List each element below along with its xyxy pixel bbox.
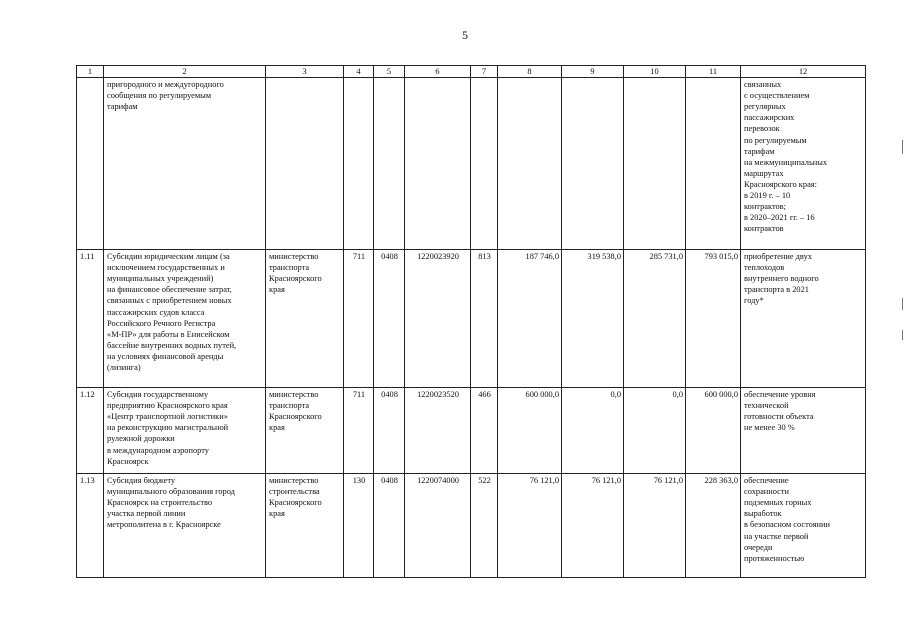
executor-line: транспорта: [269, 401, 310, 411]
activity-name-line: муниципальных учреждений): [107, 274, 214, 284]
scan-mark: [902, 140, 903, 154]
activity-name: [104, 250, 266, 388]
column-header: 8: [498, 66, 562, 78]
activity-name-line: метрополитена в г. Красноярске: [107, 520, 221, 530]
activity-name-line: пассажирских судов класса: [107, 307, 205, 317]
row-number: 1.11: [77, 250, 104, 388]
executor-line: Красноярского: [269, 412, 322, 422]
expected-result-line: приобретение двух: [744, 252, 812, 262]
activity-name-line: рулежной дорожки: [107, 434, 175, 444]
column-header: 12: [741, 66, 866, 78]
activity-name-line: в международном аэропорту: [107, 445, 209, 455]
expected-result-line: перевозок: [744, 124, 780, 134]
activity-name-line: на реконструкцию магистральной: [107, 423, 229, 433]
cell-vr: 522: [471, 474, 498, 578]
executor-line: Красноярского: [269, 274, 322, 284]
cell-grbs: 711: [344, 388, 374, 474]
activity-name-line: сообщения по регулируемым: [107, 91, 212, 101]
column-header: 4: [344, 66, 374, 78]
activity-name-line: Субсидия государственному: [107, 390, 209, 400]
cell-amount-total: 793 015,0: [686, 250, 741, 388]
expected-result-line: по регулируемым: [744, 135, 807, 145]
expected-result-line: протяженностью: [744, 553, 805, 563]
expected-result-line: регулярных: [744, 102, 786, 112]
cell-amount-2020: [562, 78, 624, 250]
cell-amount-2020: 76 121,0: [562, 474, 624, 578]
executor: [266, 78, 344, 250]
executor-line: министерство: [269, 476, 319, 486]
cell-amount-total: 600 000,0: [686, 388, 741, 474]
activity-name-line: (лизинга): [107, 363, 141, 373]
expected-result-line: контрактов: [744, 224, 784, 234]
executor-line: края: [269, 509, 285, 519]
table-row: [77, 250, 866, 388]
expected-result-line: выработок: [744, 509, 782, 519]
column-header: 11: [686, 66, 741, 78]
executor: [266, 388, 344, 474]
expected-result-line: транспорта в 2021: [744, 285, 809, 295]
column-header: 2: [104, 66, 266, 78]
activity-name-line: муниципального образования город: [107, 487, 235, 497]
expected-result-line: не менее 30 %: [744, 423, 795, 433]
expected-result-line: в 2020–2021 гг. – 16: [744, 213, 815, 223]
cell-rzpr: 0408: [374, 474, 405, 578]
activity-name-line: Субсидия бюджету: [107, 476, 176, 486]
header-row: [77, 66, 866, 78]
cell-vr: 813: [471, 250, 498, 388]
cell-amount-2019: [498, 78, 562, 250]
cell-amount-2019: 187 746,0: [498, 250, 562, 388]
expected-result-line: в 2019 г. – 10: [744, 191, 791, 201]
expected-result: [741, 250, 866, 388]
executor-line: края: [269, 285, 285, 295]
page-number: 5: [462, 28, 468, 42]
cell-grbs: [344, 78, 374, 250]
activity-name: [104, 78, 266, 250]
cell-amount-2019: 76 121,0: [498, 474, 562, 578]
expected-result-line: готовности объекта: [744, 412, 814, 422]
cell-rzpr: 0408: [374, 250, 405, 388]
scan-mark: [902, 330, 903, 340]
cell-csr: 1220023520: [405, 388, 471, 474]
expected-result-line: подземных горных: [744, 498, 812, 508]
cell-vr: 466: [471, 388, 498, 474]
expected-result-line: обеспечение уровня: [744, 390, 816, 400]
cell-amount-2021: 0,0: [624, 388, 686, 474]
expected-result-line: обеспечение: [744, 476, 789, 486]
activity-name-line: пригородного и междугородного: [107, 80, 224, 90]
activity-name-line: бассейне внутренних водных путей,: [107, 340, 237, 350]
executor-line: министерство: [269, 252, 319, 262]
executor-line: транспорта: [269, 263, 310, 273]
expected-result-line: Красноярского края:: [744, 179, 817, 189]
expected-result-line: в безопасном состоянии: [744, 520, 830, 530]
cell-amount-2021: 76 121,0: [624, 474, 686, 578]
activity-name-line: предприятию Красноярского края: [107, 401, 228, 411]
cell-amount-2020: 319 538,0: [562, 250, 624, 388]
activity-name: [104, 388, 266, 474]
expected-result-line: с осуществлением: [744, 91, 810, 101]
cell-csr: 1220074000: [405, 474, 471, 578]
cell-csr: 1220023920: [405, 250, 471, 388]
cell-csr: [405, 78, 471, 250]
expected-result: [741, 78, 866, 250]
cell-rzpr: [374, 78, 405, 250]
cell-amount-total: [686, 78, 741, 250]
row-number: 1.13: [77, 474, 104, 578]
expected-result: [741, 388, 866, 474]
expected-result: [741, 474, 866, 578]
executor-line: строительства: [269, 487, 320, 497]
expected-result-line: сохранности: [744, 487, 790, 497]
expected-result-line: контрактов;: [744, 202, 786, 212]
table-body: [77, 78, 866, 578]
expected-result-line: теплоходов: [744, 263, 785, 273]
activity-name-line: Российского Речного Регистра: [107, 318, 216, 328]
column-header: 10: [624, 66, 686, 78]
row-number: 1.12: [77, 388, 104, 474]
executor: [266, 250, 344, 388]
table-row: [77, 474, 866, 578]
cell-amount-2020: 0,0: [562, 388, 624, 474]
expected-result-line: тарифам: [744, 146, 775, 156]
cell-rzpr: 0408: [374, 388, 405, 474]
activity-name-line: связанных с приобретением новых: [107, 296, 232, 306]
activity-name-line: на условиях финансовой аренды: [107, 351, 224, 361]
expected-result-line: очереди: [744, 542, 773, 552]
column-header: 5: [374, 66, 405, 78]
activity-name-line: на финансовое обеспечение затрат,: [107, 285, 232, 295]
activity-name-line: участка первой линии: [107, 509, 186, 519]
column-header: 1: [77, 66, 104, 78]
column-header: 3: [266, 66, 344, 78]
cell-amount-2021: [624, 78, 686, 250]
cell-grbs: 711: [344, 250, 374, 388]
expected-result-line: внутреннего водного: [744, 274, 819, 284]
cell-vr: [471, 78, 498, 250]
expected-result-line: маршрутах: [744, 168, 784, 178]
row-number: [77, 78, 104, 250]
activity-name-line: исключением государственных и: [107, 263, 225, 273]
executor: [266, 474, 344, 578]
expected-result-line: связанных: [744, 80, 782, 90]
column-header: 9: [562, 66, 624, 78]
expected-result-line: технической: [744, 401, 789, 411]
activity-name-line: Красноярск: [107, 456, 149, 466]
expected-result-line: на межмуниципальных: [744, 157, 828, 167]
cell-grbs: 130: [344, 474, 374, 578]
executor-line: Красноярского: [269, 498, 322, 508]
activity-name-line: «Центр транспортной логистики»: [107, 412, 228, 422]
activity-name-line: «М-ПР» для работы в Енисейском: [107, 329, 230, 339]
budget-table: [76, 65, 866, 578]
scan-mark: [902, 298, 903, 310]
cell-amount-2021: 285 731,0: [624, 250, 686, 388]
expected-result-line: пассажирских: [744, 113, 795, 123]
cell-amount-2019: 600 000,0: [498, 388, 562, 474]
expected-result-line: году*: [744, 296, 764, 306]
executor-line: края: [269, 423, 285, 433]
activity-name-line: Красноярск на строительство: [107, 498, 213, 508]
activity-name-line: Субсидии юридическим лицам (за: [107, 252, 230, 262]
activity-name-line: тарифам: [107, 102, 138, 112]
table-row: [77, 388, 866, 474]
column-header: 6: [405, 66, 471, 78]
expected-result-line: на участке первой: [744, 531, 809, 541]
column-header: 7: [471, 66, 498, 78]
cell-amount-total: 228 363,0: [686, 474, 741, 578]
activity-name: [104, 474, 266, 578]
executor-line: министерство: [269, 390, 319, 400]
table-row: [77, 78, 866, 250]
